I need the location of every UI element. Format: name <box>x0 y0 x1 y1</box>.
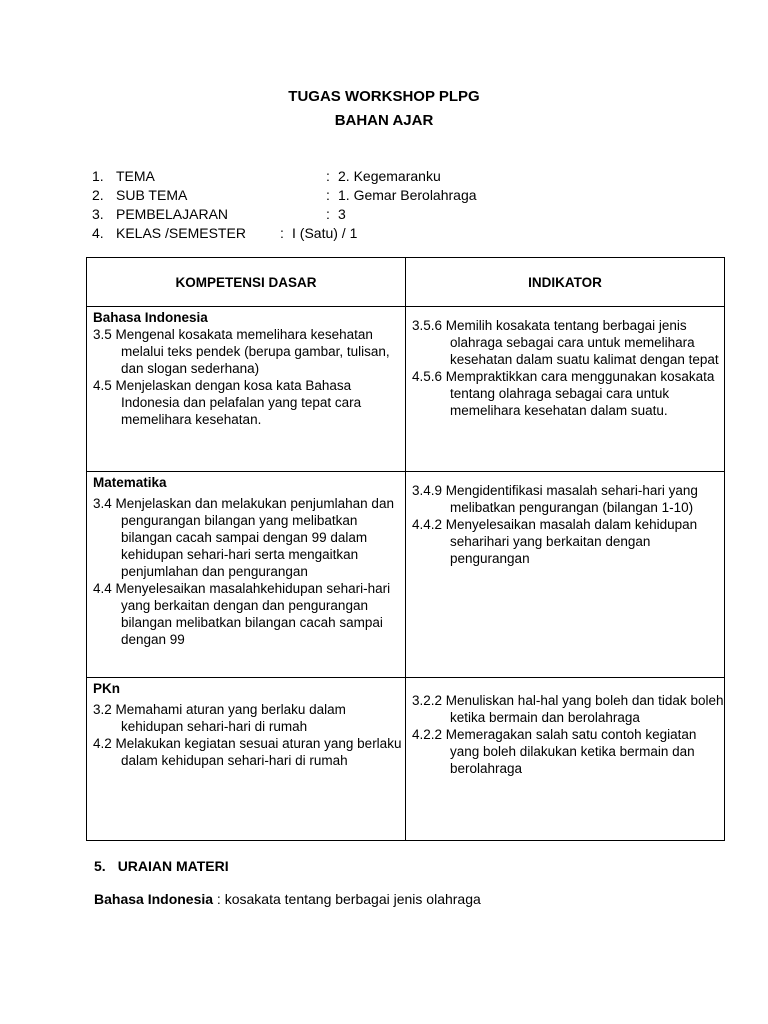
indikator-item: 4.2.2 Memeragakan salah satu contoh kegiatan yang boleh dilakukan ketika bermain dan berolahraga <box>412 727 697 776</box>
meta-label: SUB TEMA <box>116 187 188 203</box>
indikator-item: 3.5.6 Memilih kosakata tentang berbagai jenis olahraga sebagai cara untuk memelihara kesehatan dalam suatu kalimat dengan tepat <box>412 318 719 367</box>
meta-value: 2. Kegemaranku <box>338 168 441 184</box>
meta-row-kelas <box>92 224 512 243</box>
kompetensi-table <box>86 257 725 841</box>
kd-item: 3.5 Mengenal kosakata memelihara kesehatan melalui teks pendek (berupa gambar, tulisan, dan slogan sederhana) <box>93 327 390 376</box>
meta-num: 4. <box>92 225 104 241</box>
kd-item: 4.2 Melakukan kegiatan sesuai aturan yang berlaku dalam kehidupan sehari-hari di rumah <box>93 736 402 768</box>
subject-label: PKn <box>93 681 120 696</box>
meta-sep: : <box>280 225 284 241</box>
section-heading <box>94 858 229 874</box>
meta-label: PEMBELAJARAN <box>116 206 229 222</box>
header-kompetensi: KOMPETENSI DASAR <box>87 258 406 307</box>
indikator-item: 3.4.9 Mengidentifikasi masalah sehari-hari yang melibatkan pengurangan (bilangan 1-10) <box>412 483 698 515</box>
kd-cell <box>87 472 406 678</box>
meta-row-subtema <box>92 186 512 205</box>
indikator-cell <box>406 472 725 678</box>
meta-value: I (Satu) / 1 <box>292 225 358 241</box>
paragraph-label: Bahasa Indonesia <box>94 891 214 907</box>
kd-item: 4.5 Menjelaskan dengan kosa kata Bahasa Indonesia dan pelafalan yang tepat cara memelihara kesehatan. <box>93 378 362 427</box>
meta-num: 2. <box>92 187 104 203</box>
indikator-item: 4.5.6 Mempraktikkan cara menggunakan kosakata tentang olahraga sebagai cara untuk memelihara kesehatan dalam suatu. <box>412 369 715 418</box>
document-subtitle: BAHAN AJAR <box>334 112 434 129</box>
meta-sep: : <box>326 187 330 203</box>
indikator-cell <box>406 307 725 472</box>
meta-value: 1. Gemar Berolahraga <box>338 187 477 203</box>
kd-item: 3.4 Menjelaskan dan melakukan penjumlahan dan pengurangan bilangan yang melibatkan bilangan cacah sampai dengan 99 dalam kehidupan sehari-hari serta mengaitkan penjumlahan dan pengurangan <box>93 496 394 579</box>
subject-label: Matematika <box>93 475 167 490</box>
meta-row-tema <box>92 167 512 186</box>
paragraph-text: : kosakata tentang berbagai jenis olahraga <box>213 891 481 907</box>
meta-sep: : <box>326 168 330 184</box>
indikator-item: 3.2.2 Menuliskan hal-hal yang boleh dan tidak boleh ketika bermain dan berolahraga <box>412 693 724 725</box>
meta-num: 1. <box>92 168 104 184</box>
indikator-item: 4.4.2 Menyelesaikan masalah dalam kehidupan seharihari yang berkaitan dengan pengurangan <box>412 517 698 566</box>
meta-sep: : <box>326 206 330 222</box>
section-title: URAIAN MATERI <box>117 858 229 874</box>
table-row-pkn <box>87 678 725 841</box>
table-header-row <box>87 258 725 307</box>
kd-item: 4.4 Menyelesaikan masalahkehidupan sehari-hari yang berkaitan dengan dan pengurangan bilangan melibatkan bilangan cacah sampai dengan 99 <box>93 581 391 647</box>
meta-value: 3 <box>338 206 346 222</box>
table-row-bahasa <box>87 307 725 472</box>
section-number: 5. <box>94 858 106 874</box>
table-row-matematika <box>87 472 725 678</box>
indikator-cell <box>406 678 725 841</box>
meta-label: TEMA <box>116 168 155 184</box>
section-paragraph <box>94 891 481 907</box>
meta-label: KELAS /SEMESTER <box>116 225 246 241</box>
kd-item: 3.2 Memahami aturan yang berlaku dalam kehidupan sehari-hari di rumah <box>93 702 346 734</box>
subject-label: Bahasa Indonesia <box>93 310 208 325</box>
kd-cell <box>87 678 406 841</box>
meta-num: 3. <box>92 206 104 222</box>
document-title: TUGAS WORKSHOP PLPG <box>288 88 480 105</box>
kd-cell <box>87 307 406 472</box>
header-indikator: INDIKATOR <box>406 258 725 307</box>
meta-row-pembelajaran <box>92 205 512 224</box>
